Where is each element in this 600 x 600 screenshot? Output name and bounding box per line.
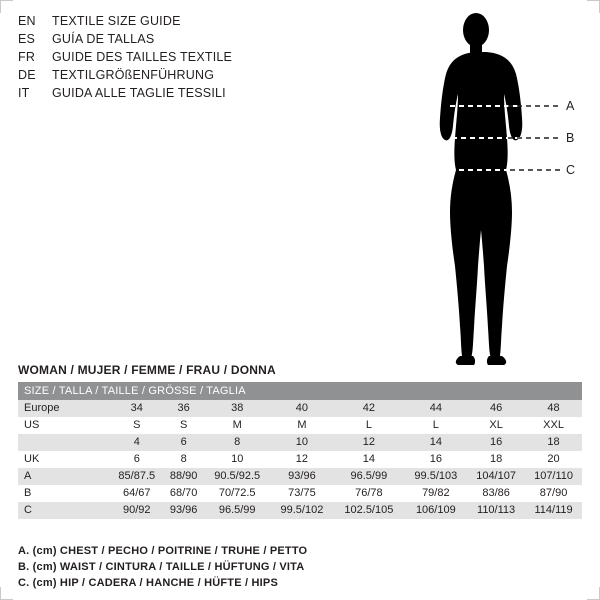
legend-line-a: A. (cm) CHEST / PECHO / POITRINE / TRUHE / PETTO xyxy=(18,545,308,557)
cell: 64/67 xyxy=(110,485,164,502)
cell: 79/82 xyxy=(405,485,468,502)
table-row xyxy=(18,485,582,502)
language-row xyxy=(18,50,348,68)
table-row xyxy=(18,434,582,451)
cell: 16 xyxy=(467,434,525,451)
cell: 99.5/102 xyxy=(271,502,334,519)
cell: 90/92 xyxy=(110,502,164,519)
cell: S xyxy=(164,417,204,434)
section-title: WOMAN / MUJER / FEMME / FRAU / DONNA xyxy=(18,363,276,377)
corner-mark-bottom-right xyxy=(587,587,600,600)
cell: 42 xyxy=(333,400,404,417)
cell: XXL xyxy=(525,417,582,434)
cell: 12 xyxy=(271,451,334,468)
cell: 76/78 xyxy=(333,485,404,502)
row-label: A xyxy=(18,468,110,485)
cell: 12 xyxy=(333,434,404,451)
measurement-marker-c: C xyxy=(566,163,576,177)
cell: 73/75 xyxy=(271,485,334,502)
language-code: ES xyxy=(18,32,36,46)
cell: 4 xyxy=(110,434,164,451)
cell: 96.5/99 xyxy=(204,502,271,519)
cell: 102.5/105 xyxy=(333,502,404,519)
cell: 93/96 xyxy=(271,468,334,485)
language-row xyxy=(18,68,348,86)
table-row xyxy=(18,417,582,434)
row-label: US xyxy=(18,417,110,434)
language-row xyxy=(18,32,348,50)
language-title: TEXTILGRÖßENFÜHRUNG xyxy=(52,68,215,82)
table-header-row xyxy=(18,382,582,400)
row-label xyxy=(18,434,110,451)
language-code: IT xyxy=(18,86,30,100)
legend-line-c: C. (cm) HIP / CADERA / HANCHE / HÜFTE / HIPS xyxy=(18,577,278,589)
row-label: B xyxy=(18,485,110,502)
measurement-legend xyxy=(18,543,307,591)
size-table xyxy=(18,382,582,519)
language-code: EN xyxy=(18,14,36,28)
table-row xyxy=(18,502,582,519)
cell: 106/109 xyxy=(405,502,468,519)
cell: 114/119 xyxy=(525,502,582,519)
cell: 70/72.5 xyxy=(204,485,271,502)
female-silhouette-icon xyxy=(400,8,590,368)
cell: 38 xyxy=(204,400,271,417)
table-header-label: SIZE / TALLA / TAILLE / GRÖSSE / TAGLIA xyxy=(18,382,582,400)
cell: XL xyxy=(467,417,525,434)
cell: 18 xyxy=(525,434,582,451)
language-code: DE xyxy=(18,68,36,82)
corner-mark-top-left xyxy=(0,0,13,13)
row-label: Europe xyxy=(18,400,110,417)
table-row xyxy=(18,400,582,417)
female-body-figure xyxy=(400,8,590,368)
legend-line-b: B. (cm) WAIST / CINTURA / TAILLE / HÜFTUNG / VITA xyxy=(18,561,305,573)
language-row xyxy=(18,14,348,32)
table-row xyxy=(18,468,582,485)
language-title: GUIDE DES TAILLES TEXTILE xyxy=(52,50,233,64)
cell: 87/90 xyxy=(525,485,582,502)
cell: 6 xyxy=(164,434,204,451)
cell: 96.5/99 xyxy=(333,468,404,485)
cell: 20 xyxy=(525,451,582,468)
cell: 99.5/103 xyxy=(405,468,468,485)
cell: 14 xyxy=(333,451,404,468)
cell: 107/110 xyxy=(525,468,582,485)
cell: 90.5/92.5 xyxy=(204,468,271,485)
cell: 8 xyxy=(204,434,271,451)
cell: 48 xyxy=(525,400,582,417)
cell: 110/113 xyxy=(467,502,525,519)
cell: 85/87.5 xyxy=(110,468,164,485)
language-title: TEXTILE SIZE GUIDE xyxy=(52,14,181,28)
measurement-marker-a: A xyxy=(566,99,575,113)
language-title: GUIDA ALLE TAGLIE TESSILI xyxy=(52,86,226,100)
language-title: GUÍA DE TALLAS xyxy=(52,32,155,46)
cell: 34 xyxy=(110,400,164,417)
cell: 16 xyxy=(405,451,468,468)
cell: 36 xyxy=(164,400,204,417)
cell: S xyxy=(110,417,164,434)
cell: 40 xyxy=(271,400,334,417)
row-label: UK xyxy=(18,451,110,468)
language-title-list xyxy=(18,14,348,104)
table-row xyxy=(18,451,582,468)
row-label: C xyxy=(18,502,110,519)
cell: 18 xyxy=(467,451,525,468)
cell: 6 xyxy=(110,451,164,468)
cell: 8 xyxy=(164,451,204,468)
cell: L xyxy=(405,417,468,434)
cell: M xyxy=(204,417,271,434)
language-code: FR xyxy=(18,50,36,64)
cell: 83/86 xyxy=(467,485,525,502)
cell: M xyxy=(271,417,334,434)
cell: L xyxy=(333,417,404,434)
cell: 104/107 xyxy=(467,468,525,485)
measurement-marker-b: B xyxy=(566,131,575,145)
cell: 93/96 xyxy=(164,502,204,519)
language-row xyxy=(18,86,348,104)
cell: 44 xyxy=(405,400,468,417)
cell: 46 xyxy=(467,400,525,417)
cell: 88/90 xyxy=(164,468,204,485)
cell: 10 xyxy=(271,434,334,451)
cell: 10 xyxy=(204,451,271,468)
cell: 68/70 xyxy=(164,485,204,502)
corner-mark-bottom-left xyxy=(0,587,13,600)
cell: 14 xyxy=(405,434,468,451)
